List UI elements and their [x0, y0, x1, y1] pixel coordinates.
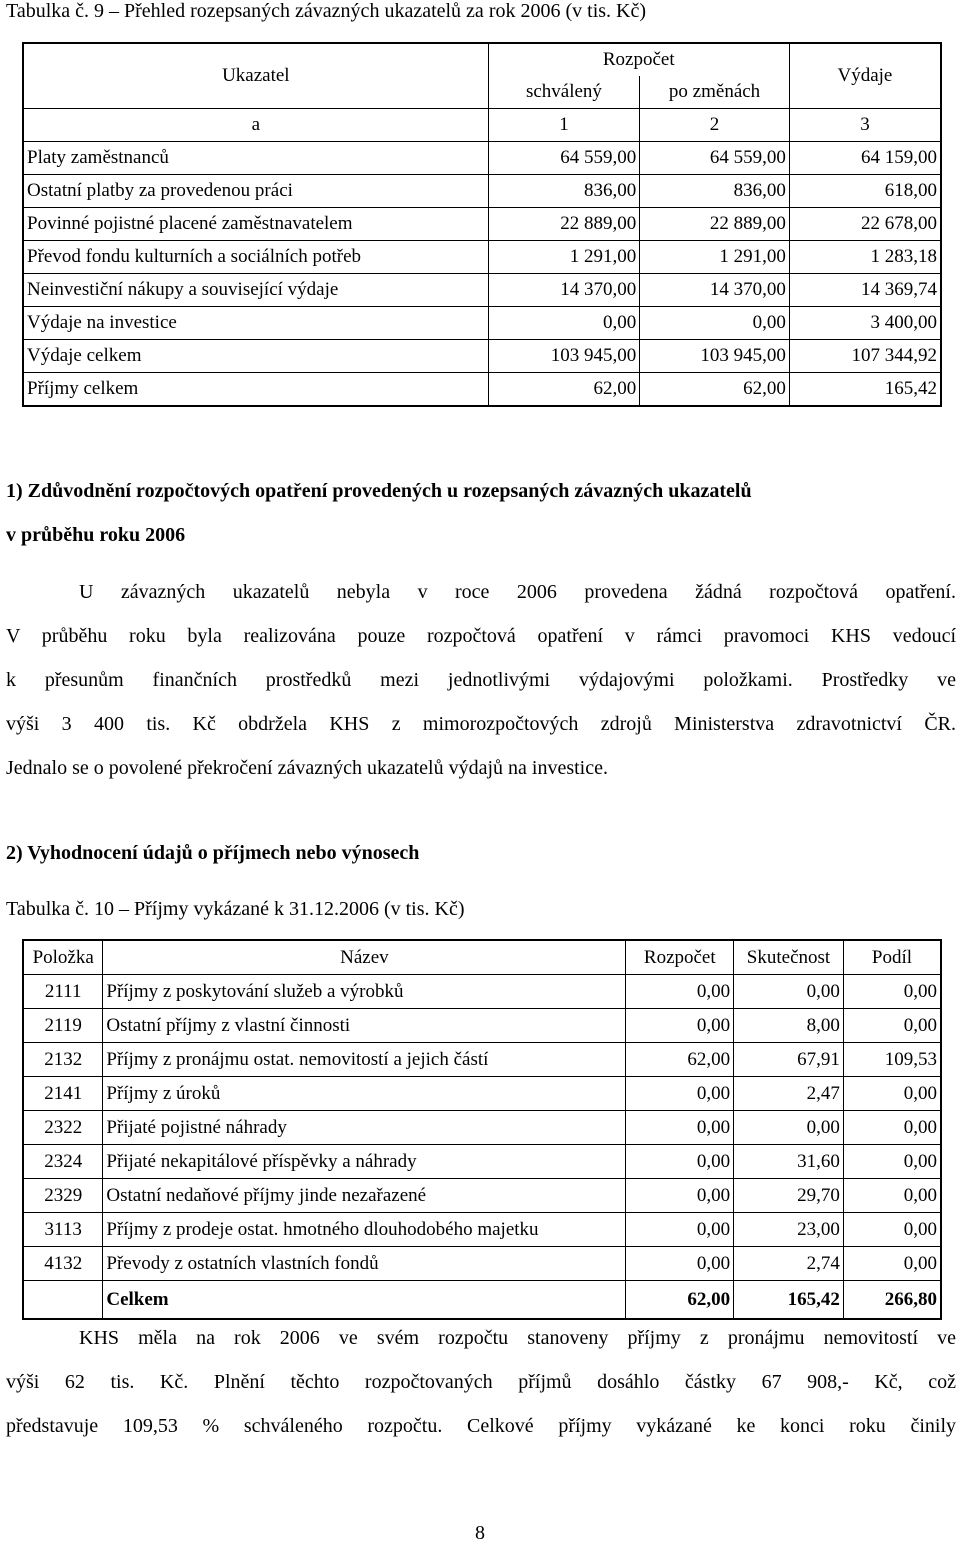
table-row [23, 274, 941, 307]
table9 [22, 42, 942, 407]
row-rozpocet: 0,00 [626, 1179, 734, 1213]
row-rozpocet: 0,00 [626, 1247, 734, 1281]
header-vydaje: Výdaje [789, 43, 941, 109]
row-skutecnost: 2,47 [734, 1077, 844, 1111]
row-skutecnost: 23,00 [734, 1213, 844, 1247]
row-schvaleny: 62,00 [488, 373, 640, 407]
total-label: Celkem [103, 1281, 626, 1319]
row-nazev: Příjmy z úroků [103, 1077, 626, 1111]
header-ukazatel: Ukazatel [23, 43, 488, 109]
row-schvaleny: 64 559,00 [488, 142, 640, 175]
row-label: Povinné pojistné placené zaměstnavatelem [23, 208, 488, 241]
table-row [23, 208, 941, 241]
table-row [23, 307, 941, 340]
row-vydaje: 3 400,00 [789, 307, 941, 340]
row-podil: 109,53 [843, 1043, 941, 1077]
header-skutecnost: Skutečnost [734, 940, 844, 975]
section2-heading: 2) Vyhodnocení údajů o příjmech nebo výnosech [6, 842, 420, 864]
table-row [23, 1077, 941, 1111]
table-row [23, 340, 941, 373]
header-rozpocet: Rozpočet [626, 940, 734, 975]
row-podil: 0,00 [843, 1213, 941, 1247]
row-podil: 0,00 [843, 1179, 941, 1213]
row-label: Neinvestiční nákupy a související výdaje [23, 274, 488, 307]
paragraph-line: V průběhu roku byla realizována pouze rozpočtová opatření v rámci pravomoci KHS vedoucí [6, 625, 956, 647]
page-number: 8 [475, 1522, 485, 1544]
row-schvaleny: 1 291,00 [488, 241, 640, 274]
row-rozpocet: 62,00 [626, 1043, 734, 1077]
paragraph-line: výši 62 tis. Kč. Plnění těchto rozpočtovaných příjmů dosáhlo částky 67 908,- Kč, což [6, 1371, 956, 1393]
row-vydaje: 165,42 [789, 373, 941, 407]
table9-header-row1 [23, 43, 941, 76]
row-skutecnost: 0,00 [734, 975, 844, 1009]
row-rozpocet: 0,00 [626, 975, 734, 1009]
table-row [23, 1043, 941, 1077]
paragraph-line: U závazných ukazatelů nebyla v roce 2006 provedena žádná rozpočtová opatření. [79, 581, 956, 603]
row-polozka: 2324 [23, 1145, 103, 1179]
row-polozka: 2141 [23, 1077, 103, 1111]
paragraph-line: KHS měla na rok 2006 ve svém rozpočtu stanoveny příjmy z pronájmu nemovitostí ve [79, 1327, 956, 1349]
row-polozka: 2329 [23, 1179, 103, 1213]
row-vydaje: 64 159,00 [789, 142, 941, 175]
row-vydaje: 14 369,74 [789, 274, 941, 307]
row-vydaje: 618,00 [789, 175, 941, 208]
header-col-2: 2 [640, 109, 790, 142]
header-nazev: Název [103, 940, 626, 975]
table10-total-row [23, 1281, 941, 1319]
row-nazev: Příjmy z poskytování služeb a výrobků [103, 975, 626, 1009]
row-label: Převod fondu kulturních a sociálních potřeb [23, 241, 488, 274]
table-row [23, 1111, 941, 1145]
row-schvaleny: 103 945,00 [488, 340, 640, 373]
row-rozpocet: 0,00 [626, 1009, 734, 1043]
table-row [23, 241, 941, 274]
row-nazev: Příjmy z pronájmu ostat. nemovitostí a jejich částí [103, 1043, 626, 1077]
row-rozpocet: 0,00 [626, 1111, 734, 1145]
row-vydaje: 107 344,92 [789, 340, 941, 373]
table10-caption: Tabulka č. 10 – Příjmy vykázané k 31.12.2006 (v tis. Kč) [6, 898, 465, 920]
table9-header-row3 [23, 109, 941, 142]
row-nazev: Příjmy z prodeje ostat. hmotného dlouhodobého majetku [103, 1213, 626, 1247]
row-po-zmenach: 64 559,00 [640, 142, 790, 175]
header-polozka: Položka [23, 940, 103, 975]
table10-header-row [23, 940, 941, 975]
row-polozka: 3113 [23, 1213, 103, 1247]
row-nazev: Přijaté nekapitálové příspěvky a náhrady [103, 1145, 626, 1179]
paragraph-line: představuje 109,53 % schváleného rozpočtu. Celkové příjmy vykázané ke konci roku činily [6, 1415, 956, 1437]
row-label: Výdaje celkem [23, 340, 488, 373]
header-podil: Podíl [843, 940, 941, 975]
row-skutecnost: 67,91 [734, 1043, 844, 1077]
header-schvaleny: schválený [488, 76, 640, 109]
paragraph-line: k přesunům finančních prostředků mezi jednotlivými výdajovými položkami. Prostředky ve [6, 669, 956, 691]
total-podil: 266,80 [843, 1281, 941, 1319]
table9-caption: Tabulka č. 9 – Přehled rozepsaných závazných ukazatelů za rok 2006 (v tis. Kč) [6, 0, 647, 22]
paragraph-line: výši 3 400 tis. Kč obdržela KHS z mimorozpočtových zdrojů Ministerstva zdravotnictví ČR. [6, 713, 956, 735]
row-polozka: 4132 [23, 1247, 103, 1281]
row-po-zmenach: 103 945,00 [640, 340, 790, 373]
row-schvaleny: 0,00 [488, 307, 640, 340]
row-schvaleny: 14 370,00 [488, 274, 640, 307]
row-po-zmenach: 836,00 [640, 175, 790, 208]
table-row [23, 1213, 941, 1247]
row-vydaje: 22 678,00 [789, 208, 941, 241]
total-skutecnost: 165,42 [734, 1281, 844, 1319]
section1-paragraph [6, 570, 956, 790]
row-po-zmenach: 1 291,00 [640, 241, 790, 274]
row-rozpocet: 0,00 [626, 1213, 734, 1247]
row-schvaleny: 836,00 [488, 175, 640, 208]
row-podil: 0,00 [843, 1145, 941, 1179]
closing-paragraph [6, 1316, 956, 1448]
header-col-a: a [23, 109, 488, 142]
row-skutecnost: 29,70 [734, 1179, 844, 1213]
table-row [23, 1247, 941, 1281]
row-label: Výdaje na investice [23, 307, 488, 340]
paragraph-line: Jednalo se o povolené překročení závazných ukazatelů výdajů na investice. [6, 757, 608, 779]
table-row [23, 142, 941, 175]
row-po-zmenach: 0,00 [640, 307, 790, 340]
header-rozpocet: Rozpočet [488, 43, 789, 76]
row-polozka: 2111 [23, 975, 103, 1009]
table-row [23, 373, 941, 407]
row-nazev: Ostatní nedaňové příjmy jinde nezařazené [103, 1179, 626, 1213]
row-label: Platy zaměstnanců [23, 142, 488, 175]
table-row [23, 975, 941, 1009]
row-rozpocet: 0,00 [626, 1145, 734, 1179]
row-podil: 0,00 [843, 1009, 941, 1043]
header-col-1: 1 [488, 109, 640, 142]
row-skutecnost: 0,00 [734, 1111, 844, 1145]
table10 [22, 939, 942, 1320]
table-row [23, 175, 941, 208]
row-podil: 0,00 [843, 1247, 941, 1281]
section1-heading-line1: 1) Zdůvodnění rozpočtových opatření provedených u rozepsaných závazných ukazatelů [6, 480, 752, 502]
table-row [23, 1145, 941, 1179]
row-po-zmenach: 62,00 [640, 373, 790, 407]
row-polozka: 2322 [23, 1111, 103, 1145]
row-label: Ostatní platby za provedenou práci [23, 175, 488, 208]
row-nazev: Převody z ostatních vlastních fondů [103, 1247, 626, 1281]
row-podil: 0,00 [843, 1111, 941, 1145]
row-podil: 0,00 [843, 975, 941, 1009]
row-po-zmenach: 22 889,00 [640, 208, 790, 241]
row-skutecnost: 31,60 [734, 1145, 844, 1179]
row-po-zmenach: 14 370,00 [640, 274, 790, 307]
row-skutecnost: 2,74 [734, 1247, 844, 1281]
section1-heading-line2: v průběhu roku 2006 [6, 524, 186, 546]
table-row [23, 1179, 941, 1213]
row-skutecnost: 8,00 [734, 1009, 844, 1043]
row-podil: 0,00 [843, 1077, 941, 1111]
header-col-3: 3 [789, 109, 941, 142]
row-polozka: 2119 [23, 1009, 103, 1043]
total-empty-cell [23, 1281, 103, 1319]
row-nazev: Ostatní příjmy z vlastní činnosti [103, 1009, 626, 1043]
header-po-zmenach: po změnách [640, 76, 790, 109]
row-vydaje: 1 283,18 [789, 241, 941, 274]
row-rozpocet: 0,00 [626, 1077, 734, 1111]
row-schvaleny: 22 889,00 [488, 208, 640, 241]
total-rozpocet: 62,00 [626, 1281, 734, 1319]
row-label: Příjmy celkem [23, 373, 488, 407]
row-polozka: 2132 [23, 1043, 103, 1077]
row-nazev: Přijaté pojistné náhrady [103, 1111, 626, 1145]
table-row [23, 1009, 941, 1043]
